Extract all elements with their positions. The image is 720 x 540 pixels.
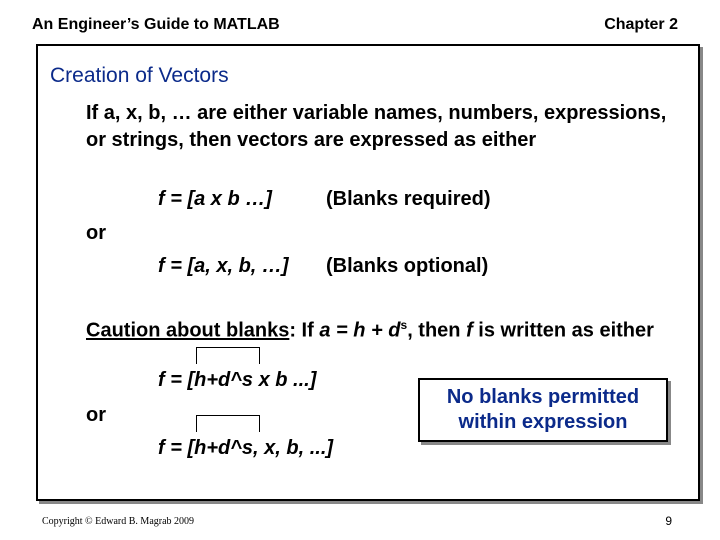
or-connector-1: or bbox=[86, 222, 106, 244]
caution-superscript: s bbox=[400, 318, 408, 332]
note-blanks-optional: (Blanks optional) bbox=[326, 255, 489, 277]
caution-text-3: is written as either bbox=[472, 319, 654, 342]
footer-page-number: 9 bbox=[665, 514, 672, 528]
intro-paragraph: If a, x, b, … are either variable names, numbers, expressions, or strings, then vectors are expressed as either bbox=[86, 102, 667, 151]
slide-title: Creation of Vectors bbox=[50, 64, 229, 87]
caution-paragraph bbox=[86, 312, 686, 345]
note-blanks-required: (Blanks required) bbox=[326, 188, 491, 210]
caution-label: Caution about blanks bbox=[86, 319, 290, 342]
expression-bracket-1 bbox=[196, 347, 260, 364]
caution-text-1: : If bbox=[289, 319, 320, 342]
header-book-title: An Engineer’s Guide to MATLAB bbox=[32, 16, 280, 33]
no-blanks-callout-text: No blanks permitted within expression bbox=[446, 386, 640, 433]
caution-text-2: , then bbox=[407, 319, 467, 342]
equation-blanks-required: f = [a x b …] bbox=[158, 188, 272, 210]
header-chapter: Chapter 2 bbox=[604, 16, 678, 33]
equation-space-separated: f = [h+d^s x b ...] bbox=[158, 369, 317, 391]
caution-expression: a = h + d bbox=[319, 319, 401, 342]
or-connector-2: or bbox=[86, 404, 106, 426]
equation-blanks-optional: f = [a, x, b, …] bbox=[158, 255, 289, 277]
equation-comma-separated: f = [h+d^s, x, b, ...] bbox=[158, 437, 334, 459]
footer-copyright: Copyright © Edward B. Magrab 2009 bbox=[42, 516, 195, 527]
no-blanks-callout bbox=[418, 378, 668, 442]
caution-f: f bbox=[466, 319, 473, 342]
expression-bracket-2 bbox=[196, 415, 260, 432]
